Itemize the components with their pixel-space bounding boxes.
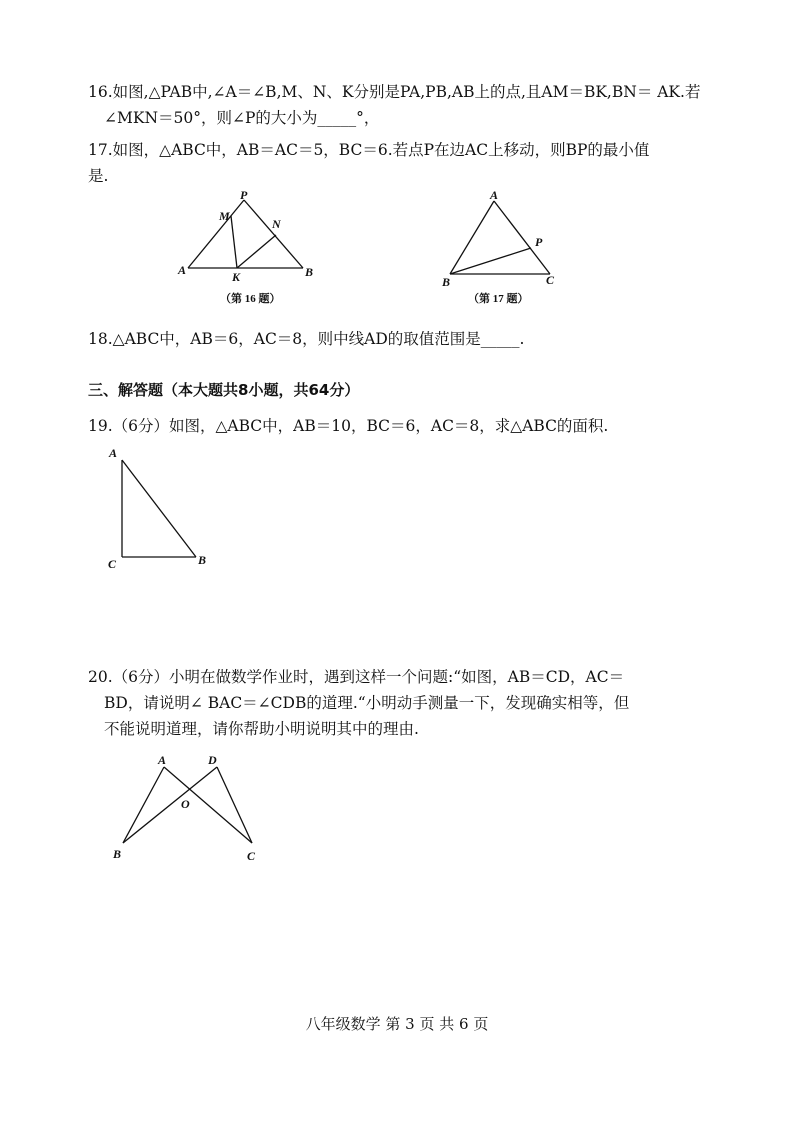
fig20-label-b: B	[113, 847, 122, 861]
fig20-label-c: C	[247, 849, 256, 863]
q19-text: 19.（6分）如图，△ABC中，AB＝10，BC＝6，AC＝8，求△ABC的面积.	[88, 417, 609, 435]
fig16-label-p: P	[240, 188, 248, 202]
fig19-label-c: C	[108, 557, 117, 571]
fig17-label-a: A	[490, 188, 499, 202]
figure-16	[170, 188, 330, 313]
fig20-segment-ac	[164, 767, 252, 843]
q16-line1: 16.如图,△PAB中,∠A＝∠B,M、N、K分别是PA,PB,AB上的点,且AM＝BK,BN＝ AK.若	[88, 83, 701, 101]
q17-line1: 17.如图，△ABC中，AB＝AC＝5，BC＝6.若点P在边AC上移动，则BP的最小值	[88, 141, 650, 159]
fig16-label-k: K	[232, 270, 241, 284]
figure-19	[100, 443, 220, 578]
fig16-label-m: M	[219, 209, 230, 223]
figure-17	[440, 188, 570, 313]
fig20-segment-dc	[217, 767, 252, 843]
fig20-label-d: D	[208, 753, 217, 767]
q17-line2: 是.	[88, 167, 109, 185]
fig16-edge-pb	[244, 200, 303, 268]
fig16-caption: （第 16 题）	[220, 293, 281, 305]
section-3-heading: 三、解答题（本大题共8小题，共64分）	[88, 381, 360, 399]
fig19-label-b: B	[198, 553, 207, 567]
fig17-edge-ab	[450, 201, 494, 274]
q20-line3: 不能说明道理，请你帮助小明说明其中的理由.	[104, 720, 419, 738]
fig17-label-p: P	[535, 235, 543, 249]
fig17-label-b: B	[442, 275, 451, 289]
q20-line2: BD，请说明∠ BAC＝∠CDB的道理.“小明动手测量一下，发现确实相等，但	[104, 694, 630, 712]
fig19-edge-ab	[122, 460, 196, 557]
fig16-segment-kn	[237, 235, 276, 268]
fig20-segment-ab	[123, 767, 164, 843]
q18-text: 18.△ABC中，AB＝6，AC＝8，则中线AD的取值范围是_____.	[88, 330, 525, 348]
fig19-label-a: A	[109, 446, 118, 460]
fig16-label-n: N	[272, 217, 281, 231]
fig20-segment-db	[123, 767, 217, 843]
fig20-label-o: O	[181, 797, 190, 811]
fig17-caption: （第 17 题）	[468, 293, 529, 305]
figure-20	[105, 748, 265, 868]
fig17-segment-bp	[450, 248, 531, 274]
fig16-segment-mk	[231, 216, 237, 268]
q20-line1: 20.（6分）小明在做数学作业时，遇到这样一个问题:“如图，AB＝CD，AC＝	[88, 668, 625, 686]
fig16-label-b: B	[305, 265, 314, 279]
page-footer: 八年级数学 第 3 页 共 6 页	[305, 1015, 489, 1033]
fig17-label-c: C	[546, 273, 555, 287]
fig20-label-a: A	[158, 753, 167, 767]
fig16-label-a: A	[178, 263, 187, 277]
q16-line2: ∠MKN＝50°，则∠P的大小为_____°，	[104, 109, 380, 127]
